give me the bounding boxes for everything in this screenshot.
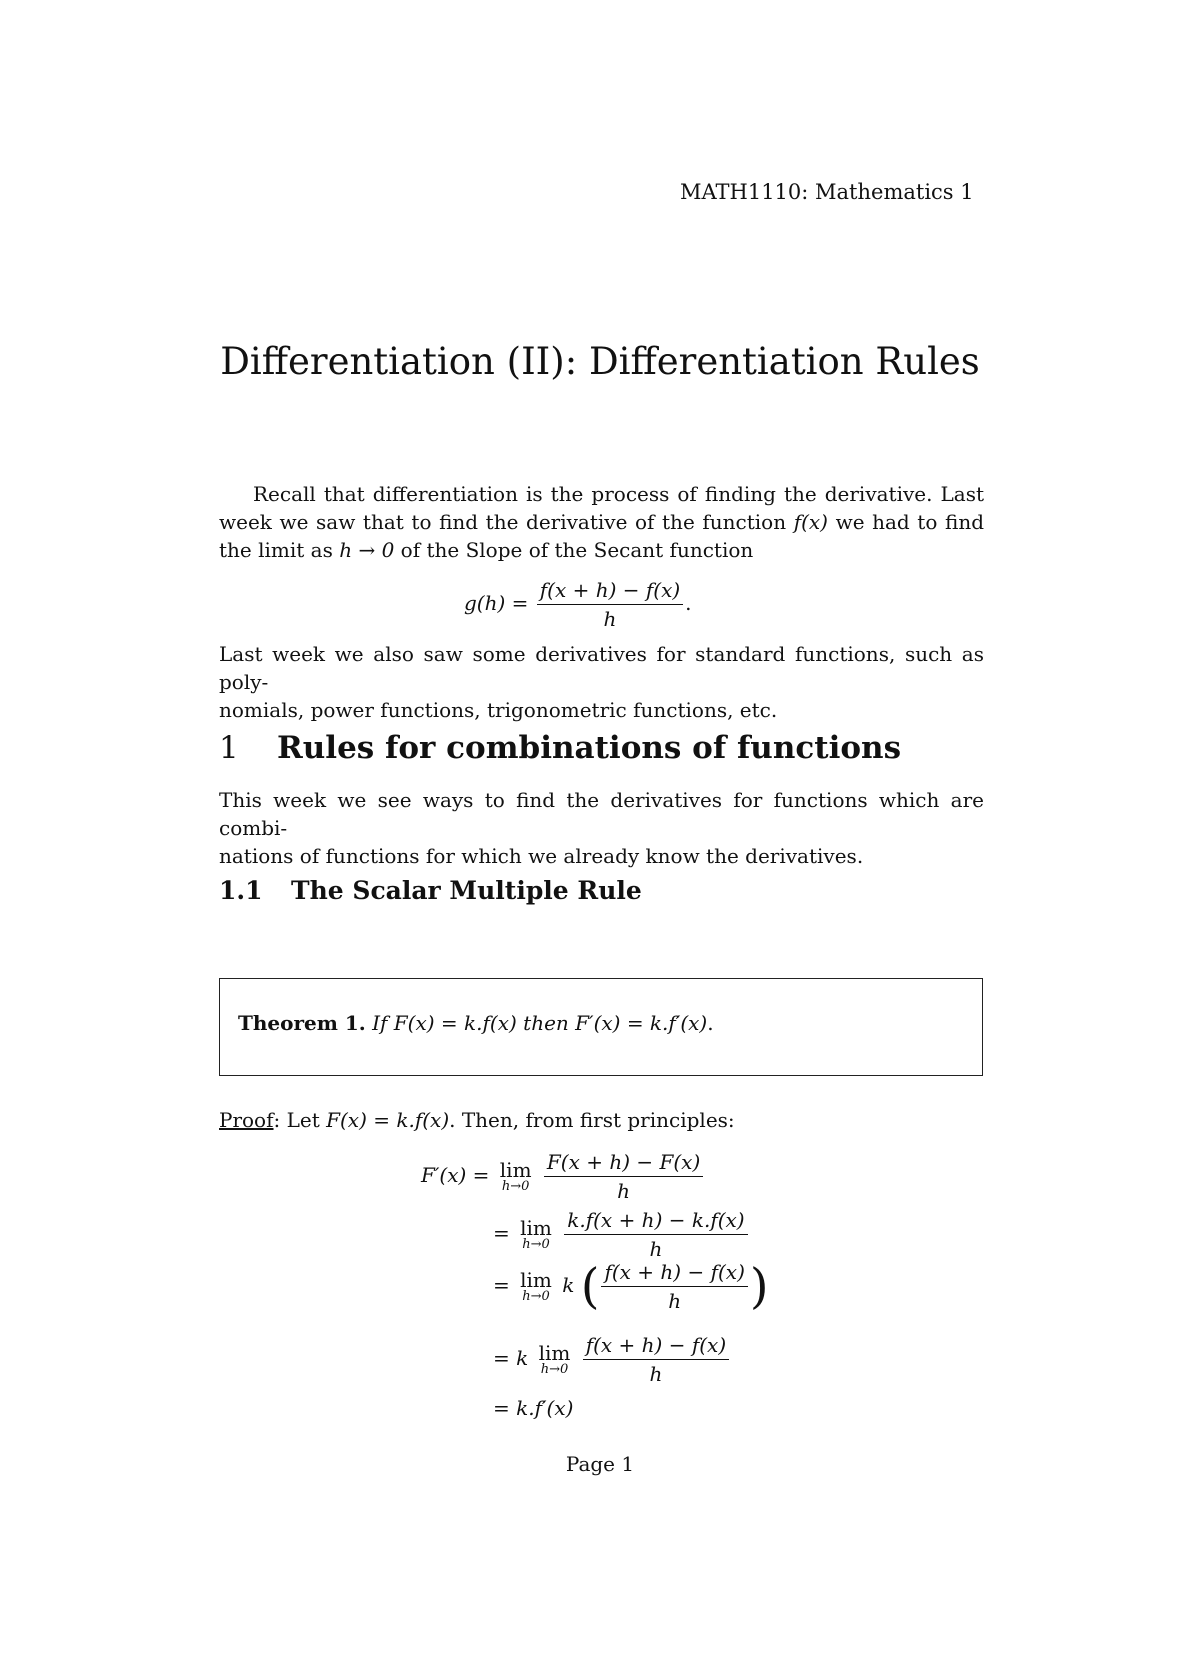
lim-subscript: h→0 xyxy=(501,1178,530,1194)
proof-eq-1-lim xyxy=(499,1157,532,1194)
proof-eq-3-denominator: h xyxy=(668,1289,682,1313)
right-paren: ) xyxy=(749,1258,769,1315)
lim-word: lim xyxy=(520,1267,552,1292)
theorem-math-hypothesis: F(x) = k.f(x) xyxy=(393,1011,517,1035)
lim-word: lim xyxy=(538,1340,571,1365)
secant-numerator: f(x + h) − f(x) xyxy=(537,578,683,605)
theorem-statement xyxy=(238,1011,714,1035)
proof-math: F(x) = k.f(x) xyxy=(326,1108,450,1132)
theorem-period: . xyxy=(707,1011,714,1035)
intro-paragraph xyxy=(219,480,984,564)
subsection-title: The Scalar Multiple Rule xyxy=(291,876,642,905)
lim-word: lim xyxy=(520,1215,552,1240)
theorem-box xyxy=(219,978,983,1076)
secant-fraction xyxy=(537,578,683,631)
proof-eq-row-2 xyxy=(493,1208,750,1261)
proof-eq-3-lhs: = xyxy=(493,1273,510,1297)
proof-eq-4-lhs: = k xyxy=(493,1346,529,1370)
intro-after-paragraph xyxy=(219,640,984,724)
proof-eq-row-5 xyxy=(493,1396,573,1420)
intro-line-3-text-a: the limit as xyxy=(219,538,340,562)
proof-eq-2-lhs: = xyxy=(493,1221,510,1245)
header-course: MATH1110: Mathematics 1 xyxy=(680,180,974,204)
proof-eq-4-fraction xyxy=(583,1333,729,1386)
page-number: Page 1 xyxy=(565,1452,635,1476)
proof-eq-2-denominator: h xyxy=(649,1237,663,1261)
proof-eq-row-3 xyxy=(493,1260,769,1313)
proof-eq-2-fraction xyxy=(564,1208,747,1261)
intro-line-3-text-b: of the Slope of the Secant function xyxy=(394,538,754,562)
lim-subscript: h→0 xyxy=(540,1361,569,1377)
intro-line-2-text-b: we had to find xyxy=(827,510,984,534)
intro-line-1-text: Recall that differentiation is the process of finding the derivative. Last xyxy=(253,482,984,506)
subsection-heading xyxy=(219,876,642,905)
proof-eq-1-fraction xyxy=(544,1150,703,1203)
proof-eq-1-lhs: F′(x) = xyxy=(421,1163,490,1187)
proof-eq-1-numerator: F(x + h) − F(x) xyxy=(544,1150,703,1177)
secant-period: . xyxy=(685,591,692,615)
proof-eq-3-lim xyxy=(520,1267,552,1304)
document-title: Differentiation (II): Differentiation Rules xyxy=(220,340,980,383)
proof-eq-row-4 xyxy=(493,1333,731,1386)
proof-text-b: . Then, from first principles: xyxy=(449,1108,735,1132)
intro-after-line-1: Last week we also saw some derivatives for standard functions, such as poly- xyxy=(219,642,984,694)
secant-denominator: h xyxy=(603,607,617,631)
intro-after-line-2: nomials, power functions, trigonometric functions, etc. xyxy=(219,698,778,722)
left-paren: ( xyxy=(580,1258,600,1315)
lim-subscript: h→0 xyxy=(522,1236,550,1252)
intro-line-1 xyxy=(219,480,984,508)
theorem-text-if: If xyxy=(365,1011,394,1035)
lim-word: lim xyxy=(499,1157,532,1182)
lim-subscript: h→0 xyxy=(522,1288,550,1304)
theorem-label: Theorem 1. xyxy=(238,1011,366,1035)
proof-eq-row-1 xyxy=(421,1150,705,1203)
proof-eq-4-numerator: f(x + h) − f(x) xyxy=(583,1333,729,1360)
proof-intro xyxy=(219,1106,984,1134)
theorem-math-conclusion: F′(x) = k.f′(x) xyxy=(575,1011,708,1035)
secant-lhs: g(h) = xyxy=(464,591,529,615)
section-number: 1 xyxy=(219,730,239,766)
intro-math-limit: h → 0 xyxy=(339,538,395,562)
proof-eq-2-numerator: k.f(x + h) − k.f(x) xyxy=(564,1208,747,1235)
theorem-text-then: then xyxy=(516,1011,576,1035)
proof-eq-1-denominator: h xyxy=(617,1179,631,1203)
section-paragraph xyxy=(219,786,984,870)
section-heading xyxy=(219,730,901,766)
intro-math-fx: f(x) xyxy=(793,510,828,534)
proof-eq-3-scalar: k xyxy=(562,1273,575,1297)
proof-eq-3-numerator: f(x + h) − f(x) xyxy=(601,1260,747,1287)
proof-label: Proof xyxy=(219,1108,274,1132)
proof-eq-3-fraction xyxy=(601,1260,747,1313)
secant-equation xyxy=(464,578,692,631)
section-line-2: nations of functions for which we already know the derivatives. xyxy=(219,844,864,868)
intro-line-2 xyxy=(219,508,984,536)
proof-eq-4-denominator: h xyxy=(649,1362,663,1386)
proof-eq-5-lhs: = k.f′(x) xyxy=(493,1396,574,1420)
proof-text-a: : Let xyxy=(273,1108,327,1132)
section-title: Rules for combinations of functions xyxy=(277,730,902,766)
section-line-1: This week we see ways to find the derivatives for functions which are combi- xyxy=(219,788,984,840)
intro-line-2-text-a: week we saw that to find the derivative of the function xyxy=(219,510,794,534)
subsection-number: 1.1 xyxy=(219,876,263,905)
proof-eq-4-lim xyxy=(538,1340,571,1377)
intro-line-3 xyxy=(219,536,984,564)
proof-eq-2-lim xyxy=(520,1215,552,1252)
